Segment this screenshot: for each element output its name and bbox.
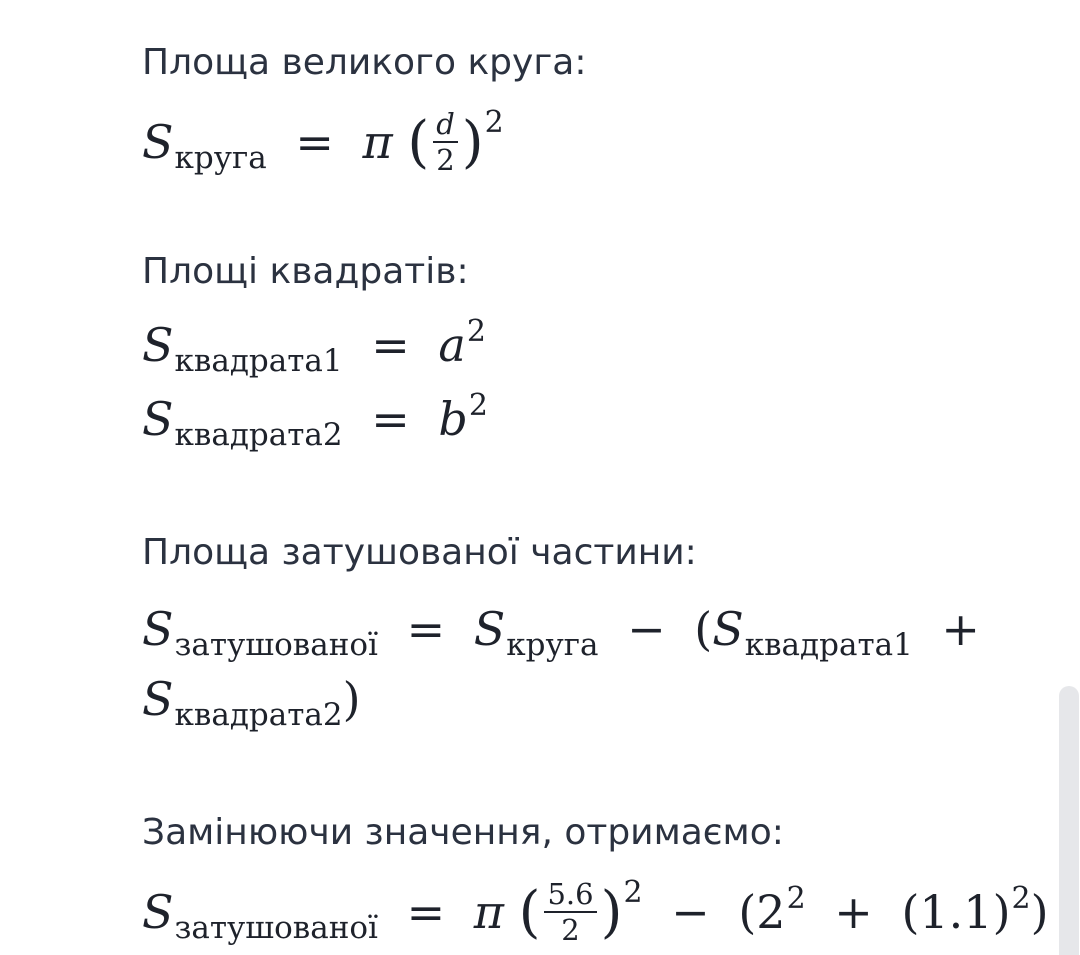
math-symbol: S [142, 318, 174, 372]
math-subscript: круга [506, 627, 599, 663]
circle-area-heading: Площа великого круга: [142, 42, 587, 83]
left-paren: ( [407, 110, 430, 175]
math-symbol: S [142, 672, 174, 726]
exponent: 2 [466, 314, 486, 349]
exponent: 2 [484, 105, 504, 140]
math-number: 2 [756, 885, 786, 939]
circle-area-formula [142, 105, 504, 179]
fraction [433, 106, 458, 177]
shaded-area-formula-line1 [142, 602, 994, 663]
square2-formula [142, 388, 488, 453]
pi-symbol: π [362, 115, 393, 169]
math-subscript: круга [174, 140, 267, 176]
square1-formula [142, 314, 486, 379]
math-symbol: S [142, 602, 174, 656]
minus-sign: − [671, 885, 710, 939]
right-paren: ) [461, 110, 484, 175]
math-symbol: S [142, 885, 174, 939]
math-subscript: квадрата1 [744, 627, 913, 663]
exponent: 2 [468, 388, 488, 423]
fraction-numerator: d [433, 110, 458, 143]
pi-symbol: π [473, 885, 504, 939]
math-subscript: квадрата2 [174, 417, 343, 453]
math-variable: b [438, 392, 468, 446]
equals-sign: = [371, 392, 410, 446]
math-subscript: затушованої [174, 627, 378, 663]
fraction-numerator: 5.6 [544, 880, 596, 913]
right-paren: ) [342, 672, 361, 726]
equals-sign: = [406, 885, 446, 939]
math-symbol: S [142, 115, 174, 169]
math-symbol: S [473, 602, 506, 656]
math-symbol: S [142, 392, 174, 446]
exponent: 2 [1011, 881, 1031, 916]
plus-sign: + [834, 885, 873, 939]
left-paren: ( [694, 602, 713, 656]
exponent: 2 [786, 881, 806, 916]
shaded-area-heading: Площа затушованої частини: [142, 532, 697, 573]
equals-sign: = [406, 602, 446, 656]
math-subscript: затушованої [174, 910, 378, 946]
left-paren: ( [518, 880, 541, 945]
fraction [544, 876, 596, 947]
fraction-denominator: 2 [436, 142, 455, 177]
math-subscript: квадрата1 [174, 343, 343, 379]
left-paren: ( [738, 885, 757, 939]
shaded-area-formula-line2 [142, 672, 361, 733]
fraction-denominator: 2 [561, 912, 580, 947]
math-variable: a [438, 318, 466, 372]
equals-sign: = [295, 115, 334, 169]
right-paren: ) [1030, 885, 1049, 939]
math-group: (1.1) [901, 885, 1011, 939]
exponent: 2 [623, 875, 643, 910]
math-symbol: S [712, 602, 744, 656]
scrollbar-thumb[interactable] [1059, 686, 1079, 955]
substitution-formula [142, 875, 1049, 949]
math-subscript: квадрата2 [174, 697, 343, 733]
plus-sign: + [941, 602, 980, 656]
squares-area-heading: Площі квадратів: [142, 251, 469, 292]
substitution-heading: Замінюючи значення, отримаємо: [142, 812, 784, 853]
minus-sign: − [627, 602, 666, 656]
right-paren: ) [600, 880, 623, 945]
equals-sign: = [371, 318, 410, 372]
